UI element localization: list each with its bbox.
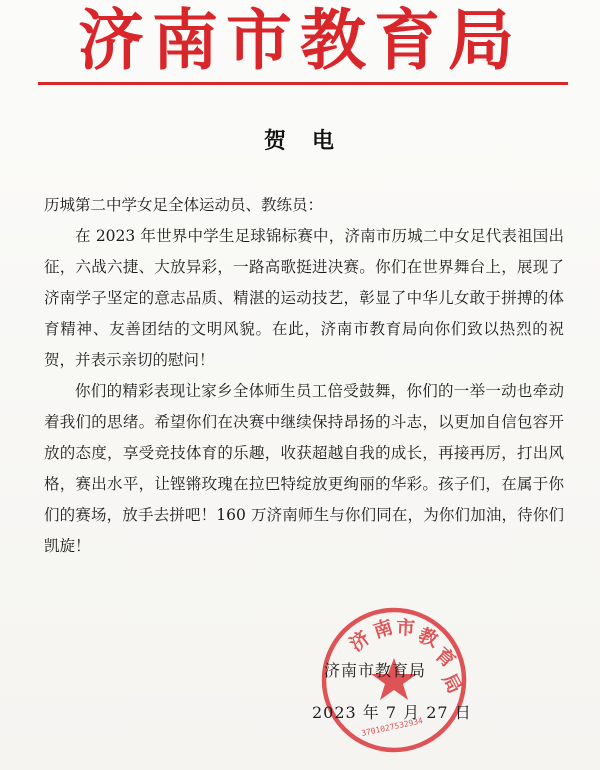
svg-text:3701027532934: 3701027532934 bbox=[360, 716, 424, 738]
document-title: 贺 电 bbox=[263, 129, 336, 154]
letterhead-title: 济南市教育局 bbox=[78, 2, 522, 79]
paragraph: 在 2023 年世界中学生足球锦标赛中，济南市历城二中女足代表祖国出征，六战六捷、大放异彩，一路高歌挺进决赛。你们在世界舞台上，展现了济南学子坚定的意志品质、精湛的运动技艺，彰显了中华儿女敢于拼搏的体育精神、友善团结的文明风貌。在此，济南市教育局向你们致以热烈的祝贺，并表示亲切的慰问！ bbox=[44, 227, 564, 369]
svg-text:南: 南 bbox=[370, 615, 396, 643]
svg-text:育: 育 bbox=[430, 643, 460, 673]
signature-organization: 济南市教育局 bbox=[324, 661, 427, 680]
salutation: 历城第二中学女足全体运动员、教练员： bbox=[44, 196, 324, 214]
letterhead-rule bbox=[38, 82, 568, 85]
signature-date: 2023 年 7 月 27 日 bbox=[312, 703, 472, 722]
svg-text:济: 济 bbox=[345, 626, 375, 656]
paragraph: 你们的精彩表现让家乡全体师生员工倍受鼓舞，你们的一举一动也牵动着我们的思绪。希望你们在决赛中继续保持昂扬的斗志，以更加自信包容开放的态度，享受竞技体育的乐趣，收获超越自我的成长，再接再厉，打出风格，赛出水平，让铿锵玫瑰在拉巴特绽放更绚丽的华彩。孩子们，在属于你们的赛场，放手去拼吧！160 万济南师生与你们同在，为你们加油，待你们凯旋！ bbox=[44, 382, 564, 555]
svg-text:教: 教 bbox=[415, 624, 441, 652]
svg-text:局: 局 bbox=[437, 670, 466, 698]
svg-text:市: 市 bbox=[395, 617, 416, 640]
document-body bbox=[44, 190, 564, 562]
